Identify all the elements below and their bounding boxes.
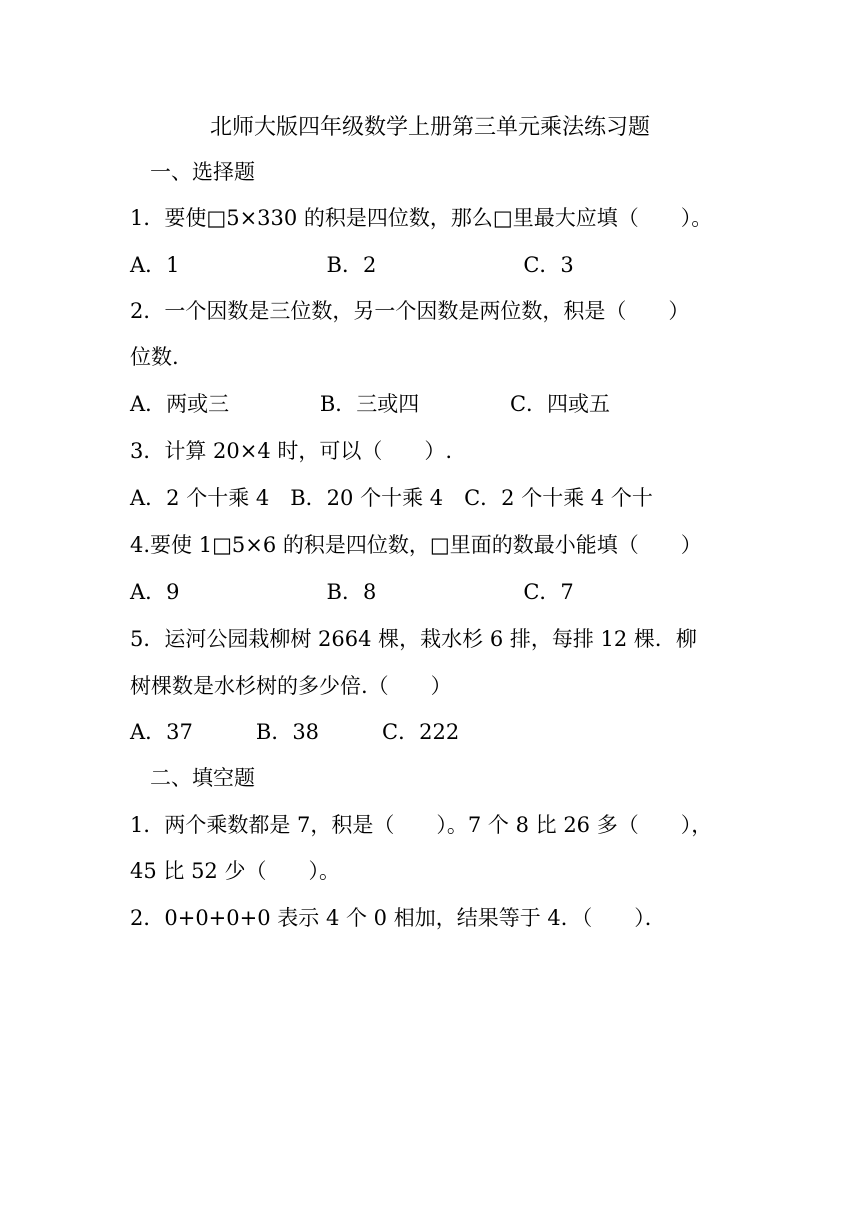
question-5-text: 5．运河公园栽柳树 2664 棵，栽水杉 6 排，每排 12 棵．柳: [130, 627, 697, 651]
question-5-options: A．37 B．38 C．222: [130, 720, 460, 744]
question-1-text: 1．要使□5×330 的积是四位数，那么□里最大应填（ ）。: [130, 206, 713, 230]
fill-question-2-text: 2．0+0+0+0 表示 4 个 0 相加，结果等于 4．（ ）．: [130, 906, 666, 930]
question-3-options: A．2 个十乘 4 B．20 个十乘 4 C．2 个十乘 4 个十: [130, 486, 653, 510]
question-4-text: 4.要使 1□5×6 的积是四位数，□里面的数最小能填（ ）: [130, 533, 702, 557]
fill-question-1-text: 1．两个乘数都是 7，积是（ ）。7 个 8 比 26 多（ ），: [130, 813, 713, 837]
question-2-options: A．两或三 B．三或四 C．四或五: [130, 392, 611, 416]
fill-question-1-text-cont: 45 比 52 少（ ）。: [130, 859, 340, 883]
question-5-text-cont: 树棵数是水杉树的多少倍.（ ）: [130, 674, 452, 698]
question-2-text-cont: 位数.: [130, 345, 179, 369]
question-2-text: 2．一个因数是三位数，另一个因数是两位数，积是（ ）: [130, 299, 690, 323]
question-4-options: A．9 B．8 C．7: [130, 580, 574, 604]
question-1-options: A．1 B．2 C．3: [130, 253, 574, 277]
section-heading-fill: 二、填空题: [150, 766, 255, 790]
question-3-text: 3．计算 20×4 时，可以（ ）.: [130, 439, 453, 463]
page-title: 北师大版四年级数学上册第三单元乘法练习题: [209, 115, 650, 140]
section-heading-choice: 一、选择题: [150, 160, 255, 184]
